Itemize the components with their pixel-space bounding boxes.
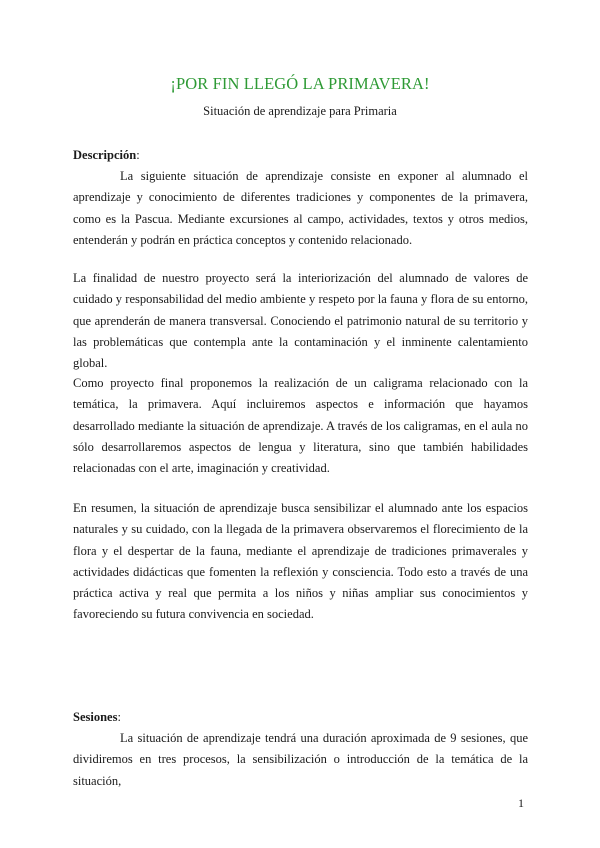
page-number: 1 bbox=[518, 796, 524, 810]
section-heading-sesiones: Sesiones: bbox=[73, 710, 121, 724]
document-title: ¡POR FIN LLEGÓ LA PRIMAVERA! bbox=[170, 74, 430, 93]
heading-text: Descripción bbox=[73, 148, 137, 162]
section-heading-descripcion: Descripción: bbox=[73, 148, 140, 162]
paragraph-sesiones-1: La situación de aprendizaje tendrá una duración aproximada de 9 sesiones, que dividiremos en tres procesos, la sensibilización o introducción de la temática de la situación, bbox=[73, 731, 528, 788]
document-subtitle: Situación de aprendizaje para Primaria bbox=[203, 104, 397, 118]
paragraph-descripcion-4: En resumen, la situación de aprendizaje busca sensibilizar el alumnado ante los espacios naturales y su cuidado, con la llegada de la primavera observaremos el florecimiento de la flora y el despertar de la fauna, mediante el aprendizaje de tradiciones primaverales y actividades didácticas que fomenten la reflexión y consciencia. Todo esto a través de una práctica activa y real que permita a los niños y niñas ampliar sus conocimientos y favoreciendo su futura convivencia en sociedad. bbox=[73, 501, 528, 622]
paragraph-descripcion-1: La siguiente situación de aprendizaje consiste en exponer al alumnado el aprendizaje y conocimiento de diferentes tradiciones y componentes de la primavera, como es la Pascua. Mediante excursiones al campo, actividades, textos y otros medios, entenderán y podrán en práctica conceptos y contenido relacionado. bbox=[73, 169, 528, 247]
paragraph-descripcion-2: La finalidad de nuestro proyecto será la interiorización del alumnado de valores de cuidado y responsabilidad del medio ambiente y respeto por la fauna y flora de su entorno, que aprenderán de manera transversal. Conociendo el patrimonio natural de su territorio y las problemáticas que contempla ante la contaminación y el inminente calentamiento global. bbox=[73, 271, 528, 371]
paragraph-descripcion-3: Como proyecto final proponemos la realización de un caligrama relacionado con la temática, la primavera. Aquí incluiremos aspectos e información que hayamos desarrollado mediante la situación de aprendizaje. A través de los caligramas, en el aula no sólo desarrollaremos aspectos de lengua y literatura, sino que también habilidades relacionadas con el arte, imaginación y creatividad. bbox=[73, 376, 528, 476]
heading-text: Sesiones bbox=[73, 710, 118, 724]
